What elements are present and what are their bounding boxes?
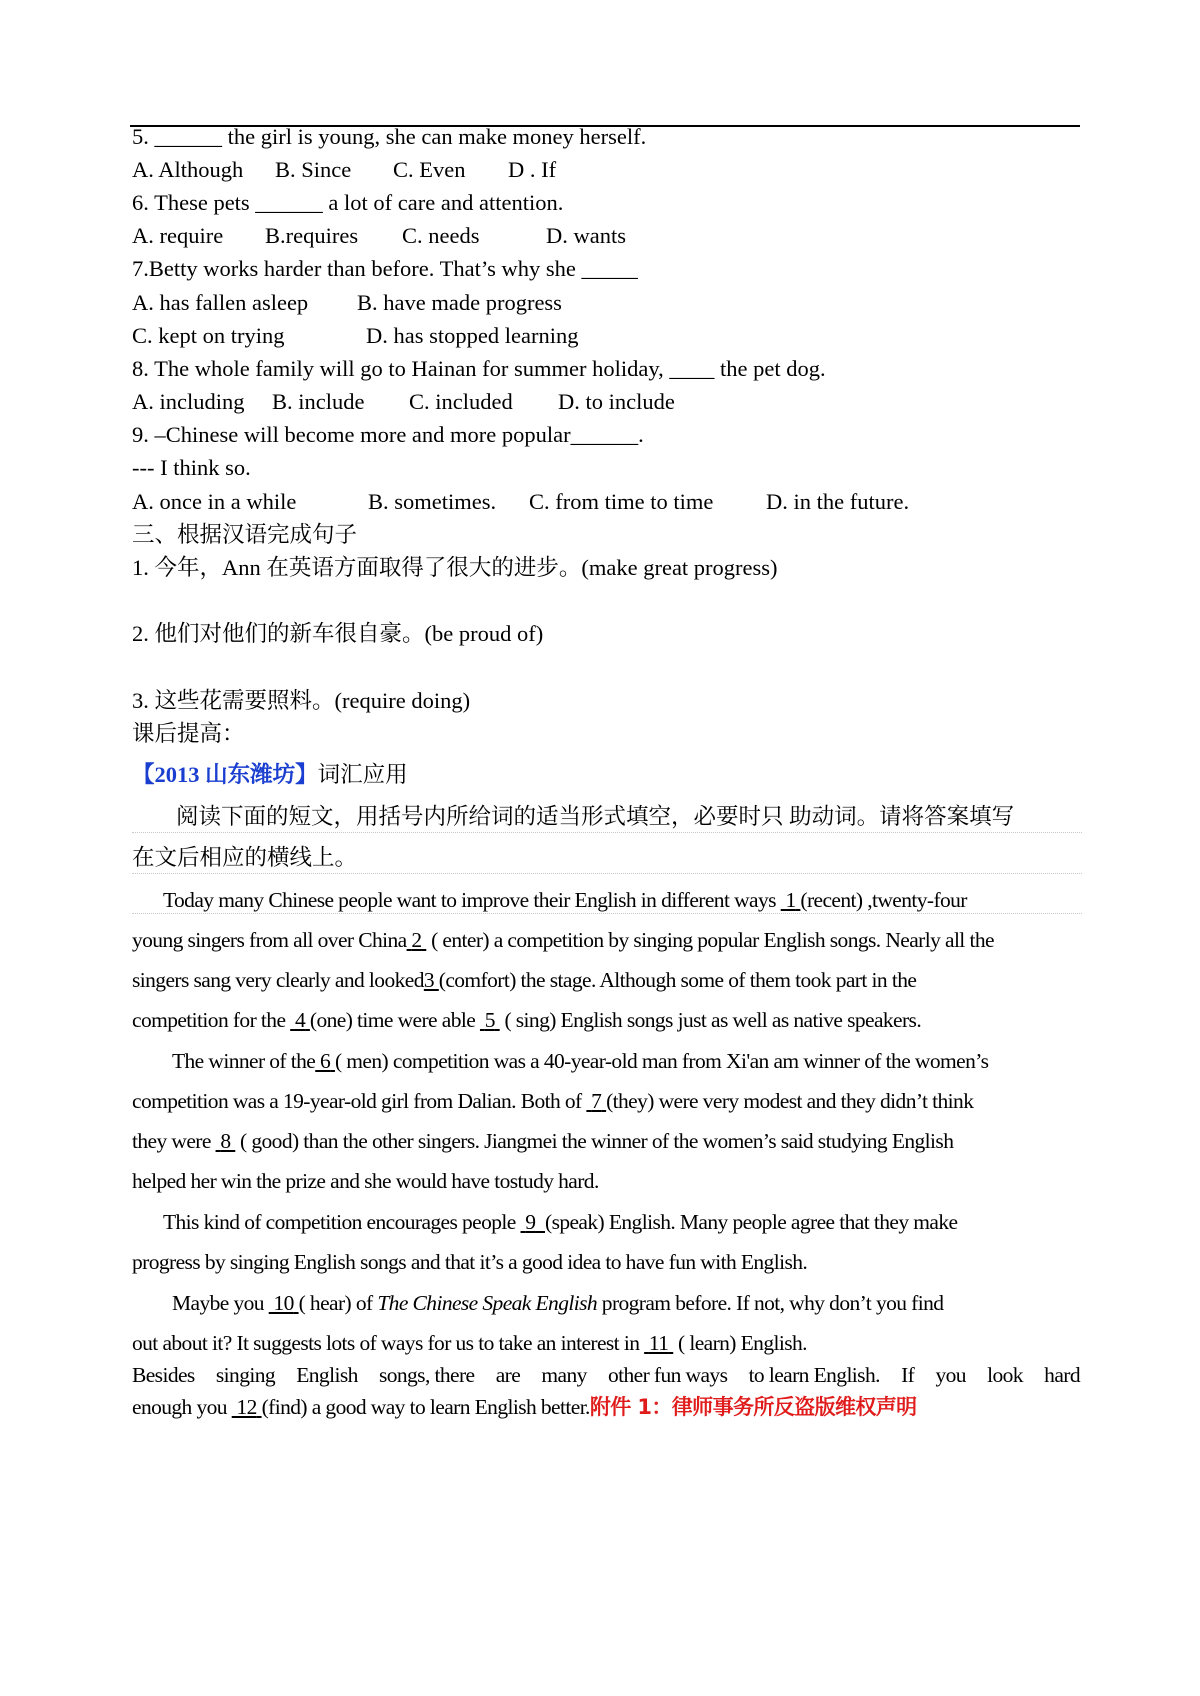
blank-12: 12	[236, 1395, 257, 1419]
exam-heading	[132, 760, 408, 790]
blank-5: 5	[484, 1008, 495, 1032]
question-7-options-row2	[132, 321, 578, 351]
blank-9: 9	[525, 1210, 536, 1234]
passage-word: Besides	[132, 1363, 195, 1387]
blank-7: 7	[591, 1089, 602, 1113]
passage-line	[132, 965, 1080, 995]
q8-option-d: D. to include	[558, 389, 675, 414]
passage-word: many	[541, 1363, 587, 1387]
passage-line	[132, 1086, 1080, 1116]
translation-item-2: 2. 他们对他们的新车很自豪。(be proud of)	[132, 621, 544, 646]
q7-option-c: C. kept on trying	[132, 323, 285, 348]
passage-line: progress by singing English songs and that it’s a good idea to have fun with English.	[132, 1250, 808, 1274]
q5-option-b: B. Since	[275, 157, 352, 182]
blank-4: 4	[294, 1008, 306, 1032]
passage-text: out about it? It suggests lots of ways for us to take an interest in	[132, 1331, 645, 1355]
q8-option-b: B. include	[272, 389, 365, 414]
passage-line	[163, 885, 1111, 915]
passage-text: ( good) than the other singers. Jiangmei the winner of the women’s said studying English	[235, 1129, 954, 1153]
passage-word: If	[901, 1363, 915, 1387]
q9-option-c: C. from time to time	[529, 489, 714, 514]
translation-item-1: 1. 今年，Ann 在英语方面取得了很大的进步。(make great progress)	[132, 555, 778, 580]
question-6-options	[132, 221, 626, 251]
passage-text: ( learn) English.	[673, 1331, 807, 1355]
blank-3: 3	[423, 968, 434, 992]
passage-word: other fun ways	[607, 1363, 728, 1387]
passage-text: ( hear) of	[298, 1291, 378, 1315]
passage-line	[172, 1288, 1120, 1318]
passage-text: young singers from all over China	[132, 928, 407, 952]
passage-text: (speak) English. Many people agree that they make	[545, 1210, 958, 1234]
q6-option-d: D. wants	[546, 223, 626, 248]
passage-text: enough you	[132, 1395, 232, 1419]
passage-text: ( sing) English songs just as well as native speakers.	[499, 1008, 922, 1032]
passage-text: ( enter) a competition by singing popular English songs. Nearly all the	[426, 928, 994, 952]
q9-option-b: B. sometimes.	[368, 489, 497, 514]
passage-line	[132, 925, 1080, 955]
blank-1: 1	[785, 888, 796, 912]
passage-word: hard	[1044, 1363, 1080, 1387]
exam-topic: 词汇应用	[317, 762, 408, 787]
q8-option-c: C. included	[409, 389, 513, 414]
passage-text: The winner of the	[172, 1049, 316, 1073]
passage-line-justified	[132, 1360, 1080, 1390]
q7-option-d: D. has stopped learning	[366, 323, 579, 348]
passage-text: competition for the	[132, 1008, 291, 1032]
passage-text: (find) a good way to learn English better.	[261, 1395, 590, 1419]
exam-source-tag: 【2013 山东潍坊】	[132, 762, 318, 787]
q7-option-b: B. have made progress	[357, 290, 562, 315]
q5-option-c: C. Even	[393, 157, 466, 182]
dotted-separator	[132, 913, 1082, 914]
passage-text: (recent) ,twenty-four	[800, 888, 967, 912]
blank-11: 11	[648, 1331, 669, 1355]
passage-line	[132, 1328, 1080, 1358]
dotted-separator	[132, 832, 1082, 833]
q5-option-a: A. Although	[132, 157, 244, 182]
section-3-heading: 三、根据汉语完成句子	[132, 522, 358, 547]
passage-line	[132, 1005, 1080, 1035]
passage-line	[132, 1392, 1080, 1422]
passage-word: to learn English.	[748, 1363, 880, 1387]
question-9-reply: --- I think so.	[132, 455, 251, 480]
passage-text: singers sang very clearly and looked	[132, 968, 424, 992]
q5-option-d: D . If	[508, 157, 557, 182]
question-5-options	[132, 155, 556, 185]
instruction-line-2: 在文后相应的横线上。	[132, 845, 358, 870]
passage-word: are	[495, 1363, 521, 1387]
appendix-link[interactable]: 附件 1：律师事务所反盗版维权声明	[589, 1395, 917, 1419]
passage-text: Maybe you	[172, 1291, 269, 1315]
passage-text: competition was a 19-year-old girl from Dalian. Both of	[132, 1089, 587, 1113]
q9-option-a: A. once in a while	[132, 489, 297, 514]
passage-word: English	[296, 1363, 358, 1387]
passage-line	[132, 1126, 1080, 1156]
blank-6: 6	[320, 1049, 331, 1073]
translation-item-3: 3. 这些花需要照料。(require doing)	[132, 688, 471, 713]
q6-option-b: B.requires	[265, 223, 359, 248]
blank-2: 2	[411, 928, 422, 952]
dotted-separator	[132, 873, 1082, 874]
q6-option-c: C. needs	[402, 223, 480, 248]
blank-8: 8	[220, 1129, 231, 1153]
question-9-options	[132, 487, 909, 517]
question-8-options	[132, 387, 675, 417]
passage-text: (comfort) the stage. Although some of them took part in the	[438, 968, 917, 992]
passage-text: (they) were very modest and they didn’t think	[606, 1089, 974, 1113]
question-7-stem: 7.Betty works harder than before. That’s why she _____	[132, 256, 638, 281]
passage-text: This kind of competition encourages people	[163, 1210, 521, 1234]
q7-option-a: A. has fallen asleep	[132, 290, 309, 315]
passage-text: Today many Chinese people want to improve their English in different ways	[163, 888, 781, 912]
question-7-options-row1	[132, 288, 562, 318]
q9-option-d: D. in the future.	[766, 489, 910, 514]
q8-option-a: A. including	[132, 389, 245, 414]
question-5-stem: 5. ______ the girl is young, she can make money herself.	[132, 124, 647, 149]
passage-word: songs, there	[378, 1363, 475, 1387]
passage-text: they were	[132, 1129, 216, 1153]
q6-option-a: A. require	[132, 223, 224, 248]
question-6-stem: 6. These pets ______ a lot of care and attention.	[132, 190, 564, 215]
program-title: The Chinese Speak English	[377, 1291, 598, 1315]
passage-text: program before. If not, why don’t you find	[597, 1291, 944, 1315]
passage-text: ( men) competition was a 40-year-old man from Xi'an am winner of the women’s	[334, 1049, 989, 1073]
passage-line	[172, 1046, 1120, 1076]
passage-word: singing	[215, 1363, 276, 1387]
question-9-stem: 9. –Chinese will become more and more popular______.	[132, 422, 644, 447]
blank-10: 10	[273, 1291, 294, 1315]
after-class-heading: 课后提高：	[132, 721, 245, 746]
question-8-stem: 8. The whole family will go to Hainan for summer holiday, ____ the pet dog.	[132, 356, 826, 381]
passage-text: (one) time were able	[309, 1008, 480, 1032]
passage-line: helped her win the prize and she would have tostudy hard.	[132, 1169, 599, 1193]
instruction-line-1: 阅读下面的短文，用括号内所给词的适当形式填空，必要时只 助动词。请将答案填写	[176, 804, 1015, 829]
passage-word: you	[935, 1363, 966, 1387]
passage-line	[163, 1207, 1111, 1237]
passage-word: look	[987, 1363, 1023, 1387]
